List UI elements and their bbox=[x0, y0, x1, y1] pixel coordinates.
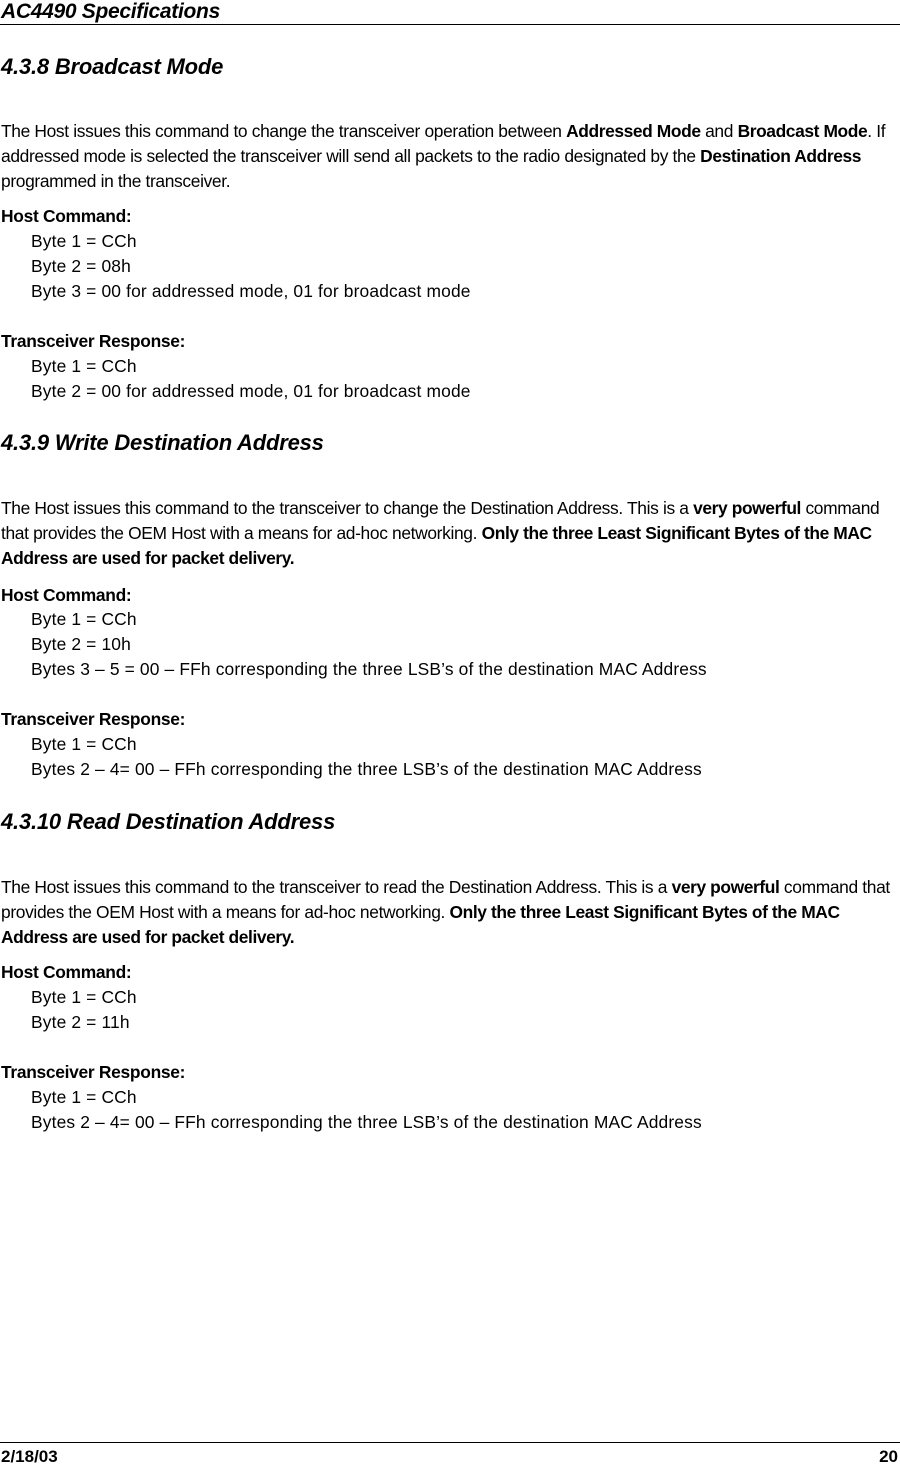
paragraph-text: command that provides the OEM Host with a means for ad-hoc networking. bbox=[1, 498, 880, 543]
section-heading-broadcast-mode: 4.3.8 Broadcast Mode bbox=[1, 54, 224, 79]
paragraph-bold-term: Only the three Least Significant Bytes of the MAC Address are used for packet delivery. bbox=[1, 523, 872, 568]
host-command-line: Byte 2 = 08h bbox=[31, 256, 131, 276]
footer-date: 2/18/03 bbox=[1, 1447, 58, 1466]
paragraph-bold-term: very powerful bbox=[671, 877, 780, 897]
host-command-label: Host Command: bbox=[1, 962, 132, 982]
transceiver-response-label: Transceiver Response: bbox=[1, 1062, 186, 1082]
transceiver-response-line: Byte 2 = 00 for addressed mode, 01 for broadcast mode bbox=[31, 381, 471, 401]
section-heading-write-destination-address: 4.3.9 Write Destination Address bbox=[1, 430, 324, 455]
paragraph-bold-term: Broadcast Mode bbox=[737, 121, 868, 141]
section-paragraph-read-destination-address bbox=[1, 875, 891, 950]
document-header-title: AC4490 Specifications bbox=[1, 0, 220, 23]
host-command-line: Byte 1 = CCh bbox=[31, 609, 137, 629]
paragraph-bold-term: very powerful bbox=[693, 498, 801, 518]
paragraph-text: command that provides the OEM Host with a means for ad-hoc networking. bbox=[1, 877, 890, 922]
transceiver-response-line: Byte 1 = CCh bbox=[31, 356, 137, 376]
host-command-line: Byte 1 = CCh bbox=[31, 231, 137, 251]
paragraph-bold-term: Addressed Mode bbox=[566, 121, 701, 141]
footer-page-number: 20 bbox=[879, 1447, 898, 1466]
transceiver-response-line: Byte 1 = CCh bbox=[31, 1087, 137, 1107]
host-command-line: Byte 3 = 00 for addressed mode, 01 for broadcast mode bbox=[31, 281, 471, 301]
host-command-line: Byte 2 = 11h bbox=[31, 1012, 130, 1032]
paragraph-text: . If addressed mode is selected the transceiver will send all packets to the radio designated by the bbox=[1, 121, 886, 166]
header-rule bbox=[0, 24, 900, 25]
transceiver-response-label: Transceiver Response: bbox=[1, 331, 186, 351]
transceiver-response-label: Transceiver Response: bbox=[1, 709, 186, 729]
footer-rule bbox=[0, 1442, 900, 1443]
paragraph-text: programmed in the transceiver. bbox=[1, 171, 231, 191]
host-command-line: Byte 1 = CCh bbox=[31, 987, 137, 1007]
paragraph-text: The Host issues this command to the transceiver to change the Destination Address. This is a bbox=[1, 498, 694, 518]
host-command-label: Host Command: bbox=[1, 585, 132, 605]
section-heading-read-destination-address: 4.3.10 Read Destination Address bbox=[1, 809, 336, 834]
host-command-line: Byte 2 = 10h bbox=[31, 634, 131, 654]
paragraph-text: The Host issues this command to the transceiver to read the Destination Address. This is a bbox=[1, 877, 672, 897]
paragraph-text: and bbox=[700, 121, 738, 141]
paragraph-bold-term: Only the three Least Significant Bytes of the MAC Address are used for packet delivery. bbox=[1, 902, 840, 947]
paragraph-text: The Host issues this command to change the transceiver operation between bbox=[1, 121, 567, 141]
transceiver-response-line: Bytes 2 – 4= 00 – FFh corresponding the three LSB’s of the destination MAC Address bbox=[31, 1112, 702, 1132]
transceiver-response-line: Bytes 2 – 4= 00 – FFh corresponding the three LSB’s of the destination MAC Address bbox=[31, 759, 702, 779]
transceiver-response-line: Byte 1 = CCh bbox=[31, 734, 137, 754]
host-command-line: Bytes 3 – 5 = 00 – FFh corresponding the three LSB’s of the destination MAC Address bbox=[31, 659, 707, 679]
paragraph-bold-term: Destination Address bbox=[700, 146, 862, 166]
section-paragraph-broadcast-mode bbox=[1, 119, 891, 194]
host-command-label: Host Command: bbox=[1, 206, 132, 226]
section-paragraph-write-destination-address bbox=[1, 496, 891, 571]
